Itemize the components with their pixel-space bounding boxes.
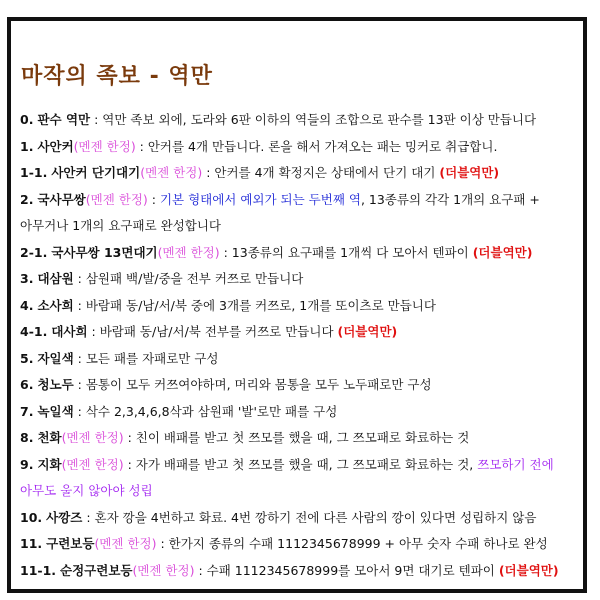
rule-description: : 안커를 4개 만듭니다. 론을 해서 가져오는 패는 밍커로 취급합니. [135, 138, 498, 154]
menzen-tag: (멘젠 한정) [94, 536, 157, 551]
rule-description: : 모든 패를 자패로만 구성 [73, 350, 219, 366]
rule-item [20, 452, 580, 479]
double-yakuman-tag: (더블역만) [337, 324, 398, 339]
rule-description: , 13종류의 각각 1개의 요구패 + [360, 191, 540, 207]
rule-name: 사안커 [37, 138, 74, 154]
rule-continuation [20, 478, 580, 505]
double-yakuman-tag: (더블역만) [439, 165, 500, 180]
menzen-tag: (멘젠 한정) [85, 191, 148, 207]
menzen-tag: (멘젠 한정) [61, 430, 124, 445]
rule-item [20, 425, 580, 452]
double-yakuman-tag: (더블역만) [472, 244, 533, 260]
rule-name: 구련보등 [46, 536, 95, 551]
rule-number: 11-1. [20, 562, 57, 578]
rules-list [20, 107, 580, 584]
rule-item [20, 187, 580, 214]
rule-description: : 몸통이 모두 커쯔여야하며, 머리와 몸통을 모두 노두패로만 구성 [73, 377, 432, 392]
rule-description-continued: 아무거나 1개의 요구패로 완성합니다 [20, 218, 221, 233]
rule-description: : 혼자 깡을 4번하고 화료. 4번 깡하기 전에 다른 사람의 깡이 있다면 성립하지 않음 [82, 509, 537, 525]
rule-description: : 한가지 종류의 수패 1112345678999 + 아무 숫자 수패 하나로 완성 [156, 536, 548, 551]
rule-number: 11. [20, 536, 43, 551]
rule-description: : 바람패 동/남/서/북 전부를 커쯔로 만듭니다 [87, 324, 338, 339]
rule-name: 사깡즈 [46, 509, 83, 525]
rule-number: 0. [20, 112, 34, 127]
rule-name: 자일색 [37, 350, 74, 366]
rule-name: 국사무쌍 13면대기 [51, 244, 158, 260]
rule-description: : 13종류의 요구패를 1개씩 다 모아서 텐파이 [219, 244, 473, 260]
rule-item [20, 505, 580, 532]
rule-name: 판수 역만 [37, 112, 91, 127]
page-title: 마작의 족보 - 역만 [21, 64, 213, 89]
rule-number: 1. [20, 138, 34, 154]
rule-item [20, 346, 580, 373]
rule-name: 대사희 [51, 324, 88, 339]
rule-description: : 안커를 4개 확정지은 상태에서 단기 대기 [202, 165, 440, 180]
menzen-tag: (멘젠 한정) [61, 456, 124, 472]
rule-item [20, 293, 580, 320]
rule-item [20, 372, 580, 399]
rule-continuation [20, 213, 580, 240]
highlight-text: 쯔모하기 전에 [477, 456, 554, 472]
rule-name: 녹일색 [37, 403, 74, 419]
rule-number: 8. [20, 430, 34, 445]
rule-number: 9. [20, 456, 34, 472]
highlight-text-continued: 아무도 울지 않아야 성립 [20, 483, 153, 498]
menzen-tag: (멘젠 한정) [132, 562, 195, 578]
rule-item [20, 319, 580, 346]
rule-number: 6. [20, 377, 34, 392]
rule-item [20, 531, 580, 558]
rule-number: 3. [20, 271, 34, 286]
rule-number: 10. [20, 509, 43, 525]
rule-number: 2-1. [20, 244, 48, 260]
rule-number: 2. [20, 191, 34, 207]
rule-number: 1-1. [20, 165, 48, 180]
double-yakuman-tag: (더블역만) [498, 562, 559, 578]
rule-description: : 삼원패 백/발/중을 전부 커쯔로 만듭니다 [73, 271, 304, 286]
rule-description: : 수패 1112345678999를 모아서 9면 대기로 텐파이 [194, 562, 499, 578]
content-frame [7, 17, 587, 593]
rule-name: 천화 [37, 430, 62, 445]
rule-name: 지화 [37, 456, 62, 472]
highlight-text: 기본 형태에서 예외가 되는 두번째 역 [159, 191, 361, 207]
rule-item [20, 134, 580, 161]
menzen-tag: (멘젠 한정) [73, 138, 136, 154]
rule-name: 소사희 [37, 297, 74, 313]
rule-name: 대삼원 [37, 271, 74, 286]
rule-item [20, 107, 580, 134]
rule-item [20, 399, 580, 426]
rule-item [20, 240, 580, 267]
rule-number: 7. [20, 403, 34, 419]
rule-description: : 바람패 동/남/서/북 중에 3개를 커쯔로, 1개를 또이츠로 만듭니다 [73, 297, 436, 313]
menzen-tag: (멘젠 한정) [157, 244, 220, 260]
rule-name: 순정구련보등 [60, 562, 133, 578]
rule-item [20, 558, 580, 585]
rule-description: : 삭수 2,3,4,6,8삭과 삼원패 '발'로만 패를 구성 [73, 403, 338, 419]
rule-name: 사안커 단기대기 [51, 165, 141, 180]
rule-name: 국사무쌍 [37, 191, 86, 207]
rule-item [20, 266, 580, 293]
rule-description-prefix: : [147, 191, 160, 207]
rule-name: 청노두 [37, 377, 74, 392]
rule-description: : 역만 족보 외에, 도라와 6판 이하의 역들의 조합으로 판수를 13판 이상 만듭니다 [90, 112, 537, 127]
menzen-tag: (멘젠 한정) [140, 165, 203, 180]
rule-number: 4-1. [20, 324, 48, 339]
rule-description: : 자가 배패를 받고 첫 쯔모를 했을 때, 그 쯔모패로 화료하는 것, [123, 456, 478, 472]
rule-number: 4. [20, 297, 34, 313]
rule-item [20, 160, 580, 187]
rule-number: 5. [20, 350, 34, 366]
rule-description: : 친이 배패를 받고 첫 쯔모를 했을 때, 그 쯔모패로 화료하는 것 [123, 430, 470, 445]
